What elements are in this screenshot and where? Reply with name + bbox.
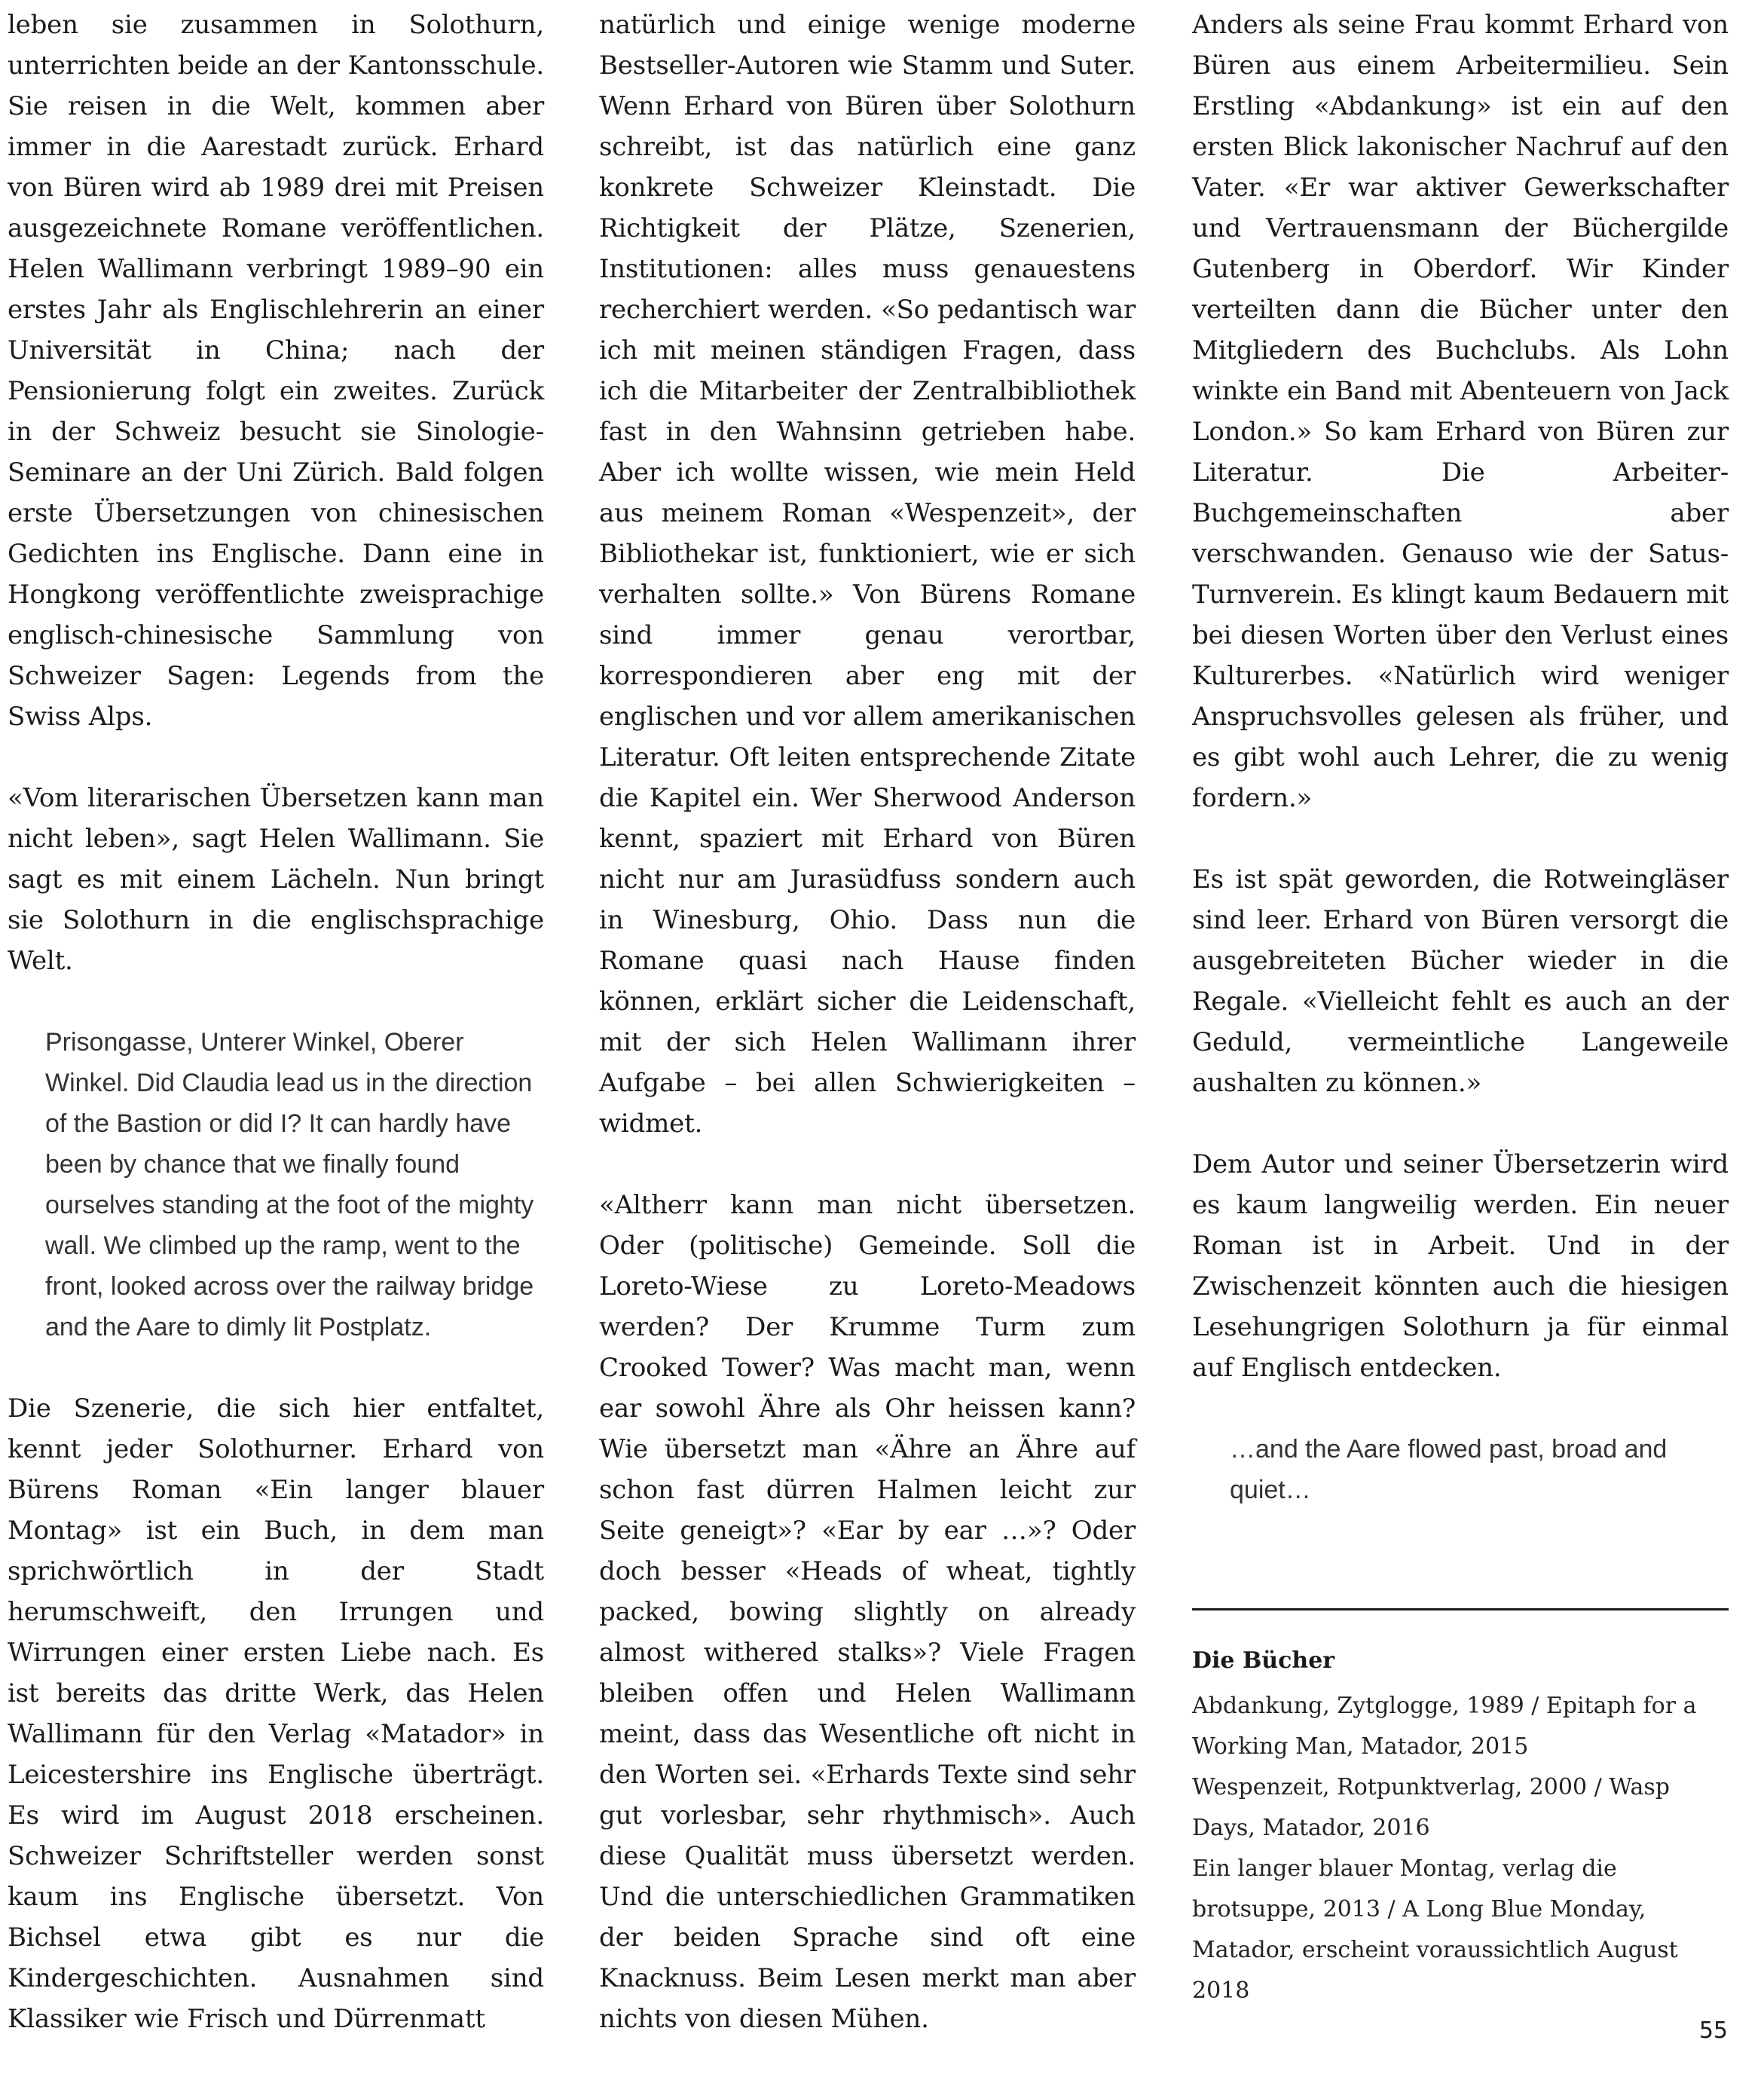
column-left [8,5,544,2080]
column-middle [599,5,1136,2080]
page-number: 55 [1698,2017,1728,2044]
books-heading: Die Bücher [1192,1647,1335,1674]
body-paragraph: Es ist spät geworden, die Rotweingläser sind leer. Erhard von Büren versorgt die ausgebreiteten Bücher wieder in die Regale. «Vielleicht fehlt es auch an der Geduld, vermeintliche Langeweile aushalten zu können.» [1192,864,1729,1098]
body-paragraph: «Altherr kann man nicht übersetzen. Oder (politische) Gemeinde. Soll die Loreto-Wiese zu Loreto-Meadows werden? Der Krumme Turm zum Crooked Tower? Was macht man, wenn ear sowohl Ähre als Ohr heissen kann? Wie übersetzt man «Ähre an Ähre auf schon fast dürren Halmen leicht zur Seite geneigt»? «Ear by ear …»? Oder doch besser «Heads of wheat, tightly packed, bowing slightly on already almost withered stalks»? Viele Fragen bleiben offen und Helen Wallimann meint, dass das Wesentliche oft nicht in den Worten sei. «Erhards Texte sind sehr gut vorlesbar, sehr rhythmisch». Auch diese Qualität muss übersetzt werden. Und die unterschiedlichen Grammatiken der beiden Sprache sind oft eine Knacknuss. Beim Lesen merkt man aber nichts von diesen Mühen. [599,1190,1136,2034]
book-entry: Wespenzeit, Rotpunktverlag, 2000 / Wasp Days, Matador, 2016 [1192,1774,1670,1841]
book-entry: Abdankung, Zytglogge, 1989 / Epitaph for a Working Man, Matador, 2015 [1192,1693,1697,1760]
body-paragraph: «Vom literarischen Übersetzen kann man nicht leben», sagt Helen Wallimann. Sie sagt es mit einem Lächeln. Nun bringt sie Solothurn in die englischsprachige Welt. [8,783,544,976]
section-divider [1192,1608,1729,1610]
column-right [1192,5,1729,2011]
book-entry: Ein langer blauer Montag, verlag die brotsuppe, 2013 / A Long Blue Monday, Matador, erscheint voraussichtlich August 2018 [1192,1855,1678,2004]
excerpt-quote: …and the Aare flowed past, broad and quiet… [1230,1435,1668,1504]
body-paragraph: Die Szenerie, die sich hier entfaltet, kennt jeder Solothurner. Erhard von Bürens Roman «Ein langer blauer Montag» ist ein Buch, in dem man sprichwörtlich in der Stadt herumschweift, den Irrungen und Wirrungen einer ersten Liebe nach. Es ist bereits das dritte Werk, das Helen Wallimann für den Verlag «Matador» in Leicestershire ins Englische überträgt. Es wird im August 2018 erscheinen. Schweizer Schriftsteller werden sonst kaum ins Englische übersetzt. Von Bichsel etwa gibt es nur die Kindergeschichten. Ausnahmen sind Klassiker wie Frisch und Dürrenmatt [8,1393,544,2034]
books-box [1192,1641,1729,2011]
body-paragraph: Dem Autor und seiner Übersetzerin wird es kaum langweilig werden. Ein neuer Roman ist in Arbeit. Und in der Zwischenzeit könnten auch die hiesigen Lesehungrigen Solothurn ja für einmal auf Englisch entdecken. [1192,1149,1729,1383]
excerpt-quote: Prisongasse, Unterer Winkel, Oberer Winkel. Did Claudia lead us in the direction of the Bastion or did I? It can hardly have been by chance that we finally found ourselves standing at the foot of the mighty wall. We climbed up the ramp, went to the front, looked across over the railway bridge and the Aare to dimly lit Postplatz. [45,1028,534,1341]
body-paragraph: Anders als seine Frau kommt Erhard von Büren aus einem Arbeitermilieu. Sein Erstling «Abdankung» ist ein auf den ersten Blick lakonischer Nachruf auf den Vater. «Er war aktiver Gewerkschafter und Vertrauensmann der Büchergilde Gutenberg in Oberdorf. Wir Kinder verteilten dann die Bücher unter den Mitgliedern des Buchclubs. Als Lohn winkte ein Band mit Abenteuern von Jack London.» So kam Erhard von Büren zur Literatur. Die Arbeiter-Buchgemeinschaften aber verschwanden. Genauso wie der Satus-Turnverein. Es klingt kaum Bedauern mit bei diesen Worten über den Verlust eines Kulturerbes. «Natürlich wird weniger Anspruchsvolles gelesen als früher, und es gibt wohl auch Lehrer, die zu wenig fordern.» [1192,10,1729,813]
body-paragraph: natürlich und einige wenige moderne Bestseller-Autoren wie Stamm und Suter. Wenn Erhard von Büren über Solothurn schreibt, ist das natürlich eine ganz konkrete Schweizer Kleinstadt. Die Richtigkeit der Plätze, Szenerien, Institutionen: alles muss genauestens recherchiert werden. «So pedantisch war ich mit meinen ständigen Fragen, dass ich die Mitarbeiter der Zentralbibliothek fast in den Wahnsinn getrieben habe. Aber ich wollte wissen, wie mein Held aus meinem Roman «Wespenzeit», der Bibliothekar ist, funktioniert, wie er sich verhalten sollte.» Von Bürens Romane sind immer genau verortbar, korrespondieren aber eng mit der englischen und vor allem amerikanischen Literatur. Oft leiten entsprechende Zitate die Kapitel ein. Wer Sherwood Anderson kennt, spaziert mit Erhard von Büren nicht nur am Jurasüdfuss sondern auch in Winesburg, Ohio. Dass nun die Romane quasi nach Hause finden können, erklärt sicher die Leidenschaft, mit der sich Helen Wallimann ihrer Aufgabe – bei allen Schwierigkeiten – widmet. [599,10,1136,1139]
body-paragraph: leben sie zusammen in Solothurn, unterrichten beide an der Kantonsschule. Sie reisen in die Welt, kommen aber immer in die Aarestadt zurück. Erhard von Büren wird ab 1989 drei mit Preisen ausgezeichnete Romane veröffentlichen. Helen Wallimann verbringt 1989–90 ein erstes Jahr als Englischlehrerin an einer Universität in China; nach der Pensionierung folgt ein zweites. Zurück in der Schweiz besucht sie Sinologie-Seminare an der Uni Zürich. Bald folgen erste Übersetzungen von chinesischen Gedichten ins Englische. Dann eine in Hongkong veröffentlichte zweisprachige englisch-chinesische Sammlung von Schweizer Sagen: Legends from the Swiss Alps. [8,10,544,732]
